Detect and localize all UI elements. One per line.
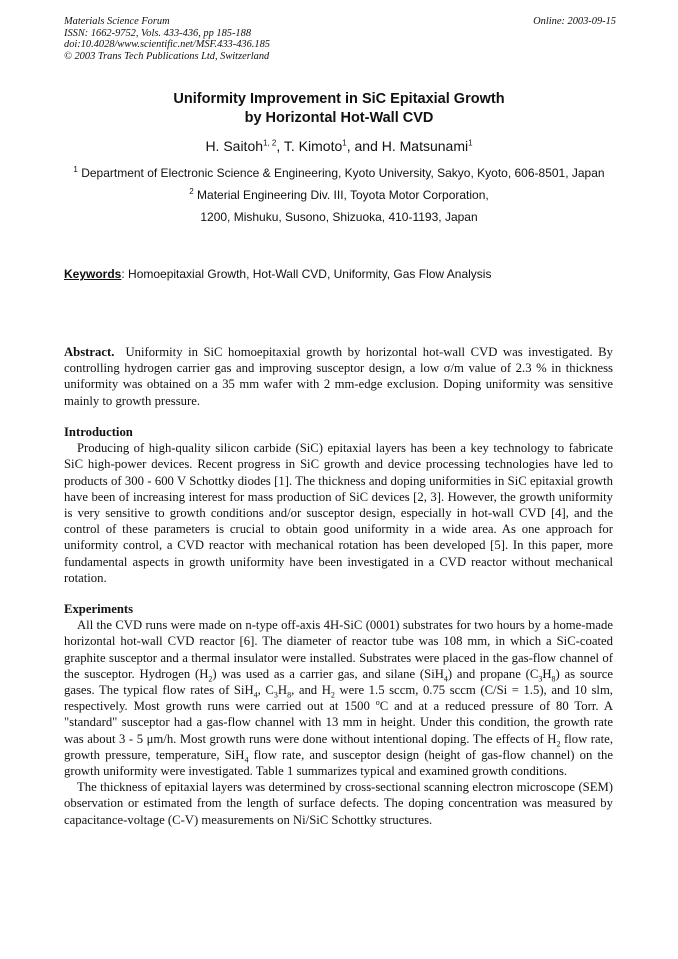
experiments-paragraph-1: All the CVD runs were made on n-type off-axis 4H-SiC (0001) substrates for two hours by a home-made horizontal hot-wall CVD reactor [6]. The diameter of reactor tube was 108 mm, in which a SiC-coated graphite susceptor and a thermal insulator were installed. Substrates were placed in the gas-flow channel of the susceptor. Hydrogen $(H_2)$ was used as a carrier gas, and silane (SiH$_4$) and propane $(C_3H_8)$ as source gases. The typical flow rates of SiH$_4$, $C_3H_8$, and $H_2$ were 1.5 sccm, 0.75 sccm (C/Si = 1.5), and 10 slm, respectively. Most growth runs were carried out at 1500 $^o$C and at a reduced pressure of 80 Torr. A "standard" susceptor had a gas-flow channel with 13 mm in height. Under this condition, the growth rate was about 3 - 5 μm/h. Most growth runs were done without intentional doping. The effects of $H_2$ flow rate, growth pressure, temperature, SiH$_4$ flow rate, and susceptor design (height of gas-flow channel) on the growth uniformity were investigated. Table 1 summarizes typical and examined growth conditions. [64, 618, 613, 779]
introduction-paragraph: Producing of high-quality silicon carbide (SiC) epitaxial layers has been a key technology to fabricate SiC high-power devices. Recent progress in SiC growth and device processing technologies have led to products of 300 - 600 V Schottky diodes [1]. The thickness and doping uniformities in SiC epitaxial growth have been of increasing interest for mass production of SiC devices [2, 3]. However, the growth uniformity is very sensitive to growth conditions and/or susceptor design, especially in hot-wall CVD [4], and the control of these parameters is crucial to obtain good uniformity in a wide area. As one approach for uniformity control, a CVD reactor with mechanical rotation has been developed [5]. In this paper, more fundamental aspects in growth uniformity have been investigated in a CVD reactor without mechanical rotation. [64, 441, 613, 585]
introduction-section [64, 424, 613, 586]
abstract-label: Abstract. [64, 345, 115, 359]
experiments-section [64, 601, 613, 828]
affiliation-text: Department of Electronic Science & Engineering, Kyoto University, Sakyo, Kyoto, 606-8501, Japan [81, 166, 605, 180]
copyright-line: © 2003 Trans Tech Publications Ltd, Switzerland [64, 50, 270, 62]
journal-name: Materials Science Forum [64, 16, 170, 27]
section-heading: Introduction [64, 425, 133, 439]
doi-line: doi:10.4028/www.scientific.net/MSF.433-436.185 [64, 39, 270, 51]
experiments-paragraph-2: The thickness of epitaxial layers was determined by cross-sectional scanning electron microscope (SEM) observation or estimated from the length of surface defects. The doping concentration was measured by capacitance-voltage (C-V) measurements on Ni/SiC Schottky structures. [64, 780, 613, 827]
author-name: , T. Kimoto [276, 138, 343, 154]
title-line-1: Uniformity Improvement in SiC Epitaxial Growth [173, 91, 505, 107]
author-name: H. Saitoh [205, 138, 264, 154]
affiliation-1 [0, 166, 678, 180]
affil-mark: 1 [73, 165, 78, 174]
author-affil-mark: 1, 2 [263, 138, 277, 148]
abstract-text: /m value of 2.3 % in thickness uniformity was obtained on a 35 mm wafer with 2 mm-edge exclusion. Doping uniformity was sensitive mainly to growth pressure. [64, 361, 613, 408]
abstract-text: Uniformity in SiC homoepitaxial growth by horizontal hot-wall CVD was investigated. By controlling hydrogen carrier gas and improving susceptor design, a low [64, 345, 613, 376]
author-affil-mark: 1 [342, 138, 347, 148]
author-list [0, 138, 678, 154]
keywords-label: Keywords [64, 267, 122, 281]
affil-mark: 2 [189, 187, 194, 196]
affiliation-text: Material Engineering Div. III, Toyota Motor Corporation, [197, 188, 489, 202]
paper-title [0, 90, 678, 128]
sigma-symbol: σ [443, 361, 451, 376]
keywords [64, 267, 491, 281]
online-date: Online: 2003-09-15 [533, 16, 616, 27]
affiliation-2 [0, 188, 678, 202]
author-affil-mark: 1 [468, 138, 473, 148]
page-header [64, 16, 616, 62]
affiliation-2-address: 1200, Mishuku, Susono, Shizuoka, 410-1193, Japan [200, 210, 478, 224]
abstract [64, 344, 613, 409]
keywords-text: : Homoepitaxial Growth, Hot-Wall CVD, Uniformity, Gas Flow Analysis [121, 267, 492, 281]
section-heading: Experiments [64, 602, 134, 616]
title-line-2: by Horizontal Hot-Wall CVD [244, 110, 434, 126]
author-name: , and H. Matsunami [346, 138, 469, 154]
issn-line: ISSN: 1662-9752, Vols. 433-436, pp 185-188 [64, 27, 252, 39]
